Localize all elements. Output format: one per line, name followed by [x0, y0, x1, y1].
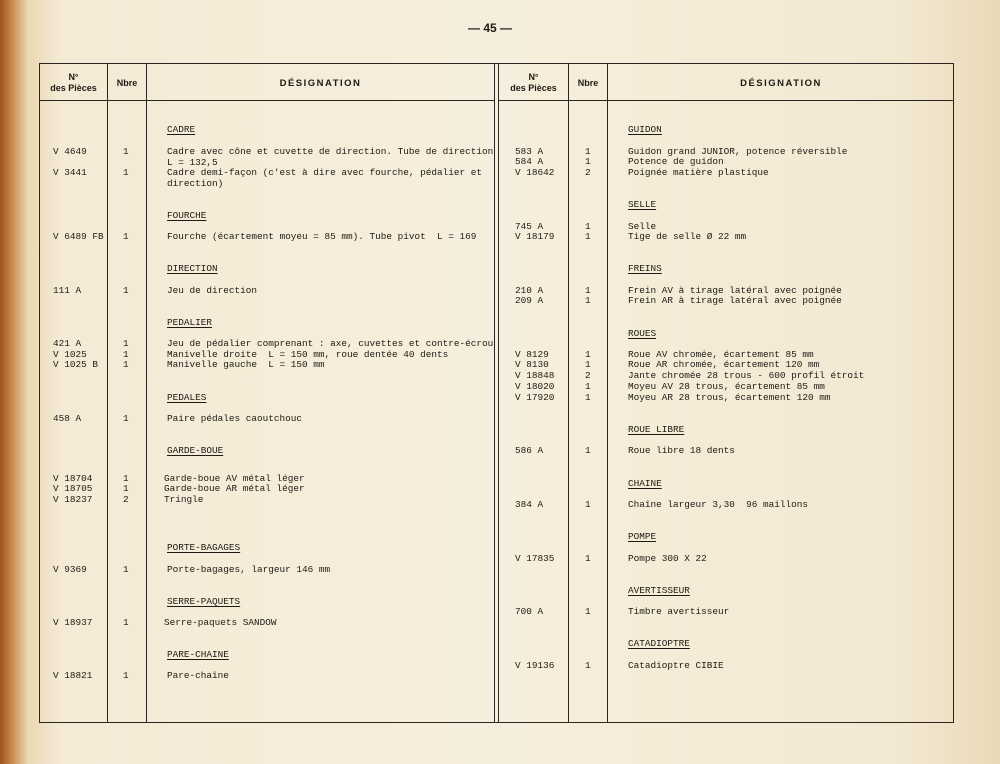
header-designation-right: DÉSIGNATION — [740, 78, 822, 89]
part-quantity: 1 — [123, 146, 129, 157]
section-title: GARDE-BOUE — [167, 445, 224, 456]
section-title: PORTE-BAGAGES — [167, 542, 241, 553]
part-quantity: 1 — [123, 231, 129, 242]
part-number: V 3441 — [53, 167, 87, 178]
part-quantity: 1 — [585, 146, 591, 157]
section-title: POMPE — [628, 531, 657, 542]
section-title: CHAINE — [628, 478, 662, 489]
part-number: 700 A — [515, 606, 544, 617]
column-divider — [146, 63, 147, 723]
header-rule-right — [498, 100, 954, 101]
part-number: V 9369 — [53, 564, 87, 575]
part-quantity: 1 — [585, 660, 591, 671]
part-designation: Fourche (écartement moyeu = 85 mm). Tube pivot L = 169 — [167, 231, 477, 242]
header-piece-number-left: N° des Pièces — [50, 72, 97, 93]
part-designation: Roue libre 18 dents — [628, 445, 735, 456]
part-quantity: 1 — [123, 338, 129, 349]
column-divider — [107, 63, 108, 723]
part-designation: Porte-bagages, largeur 146 mm — [167, 564, 331, 575]
part-number: V 1025 — [53, 349, 87, 360]
part-number: 745 A — [515, 221, 544, 232]
part-designation: Cadre demi-façon (c'est à dire avec fourche, pédalier et direction) — [167, 167, 483, 189]
part-quantity: 1 — [123, 413, 129, 424]
part-number: V 6489 FB — [53, 231, 104, 242]
part-number: V 18179 — [515, 231, 555, 242]
part-designation: Moyeu AV 28 trous, écartement 85 mm — [628, 381, 825, 392]
part-designation: Garde-boue AV métal léger — [164, 473, 305, 484]
part-quantity: 1 — [123, 473, 129, 484]
part-quantity: 1 — [585, 445, 591, 456]
part-number: V 4649 — [53, 146, 87, 157]
part-quantity: 1 — [123, 349, 129, 360]
part-number: 421 A — [53, 338, 82, 349]
part-designation: Timbre avertisseur — [628, 606, 730, 617]
part-designation: Frein AV à tirage latéral avec poignée — [628, 285, 842, 296]
part-designation: Manivelle gauche L = 150 mm — [167, 359, 325, 370]
part-number: V 18937 — [53, 617, 93, 628]
part-designation: Jante chromée 28 trous - 600 profil étroit — [628, 370, 865, 381]
column-divider — [568, 63, 569, 723]
part-number: V 1025 B — [53, 359, 99, 370]
part-quantity: 1 — [585, 381, 591, 392]
part-quantity: 1 — [585, 499, 591, 510]
part-quantity: 1 — [585, 285, 591, 296]
part-designation: Tringle — [164, 494, 204, 505]
part-designation: Frein AR à tirage latéral avec poignée — [628, 295, 842, 306]
part-quantity: 1 — [123, 359, 129, 370]
section-title: DIRECTION — [167, 263, 218, 274]
part-number: 111 A — [53, 285, 82, 296]
section-title: PEDALIER — [167, 317, 213, 328]
column-divider — [607, 63, 608, 723]
section-title: GUIDON — [628, 124, 662, 135]
section-title: ROUE LIBRE — [628, 424, 685, 435]
center-divider — [498, 63, 499, 723]
section-title: CADRE — [167, 124, 196, 135]
page-number: — 45 — — [467, 21, 512, 35]
part-quantity: 2 — [123, 494, 129, 505]
part-quantity: 1 — [123, 167, 129, 178]
part-quantity: 1 — [585, 295, 591, 306]
part-number: 584 A — [515, 156, 544, 167]
part-number: V 17920 — [515, 392, 555, 403]
part-designation: Potence de guidon — [628, 156, 724, 167]
header-qty-left: Nbre — [116, 78, 138, 88]
part-quantity: 1 — [123, 285, 129, 296]
part-number: V 18848 — [515, 370, 555, 381]
part-number: V 19136 — [515, 660, 555, 671]
part-number: 458 A — [53, 413, 82, 424]
part-quantity: 1 — [585, 553, 591, 564]
part-designation: Pompe 300 X 22 — [628, 553, 707, 564]
part-number: V 18237 — [53, 494, 93, 505]
part-number: V 17835 — [515, 553, 555, 564]
header-designation-left: DÉSIGNATION — [279, 78, 362, 89]
part-designation: Catadioptre CIBIE — [628, 660, 724, 671]
section-title: SELLE — [628, 199, 657, 210]
section-title: CATADIOPTRE — [628, 638, 690, 649]
section-title: SERRE-PAQUETS — [167, 596, 241, 607]
part-number: 209 A — [515, 295, 544, 306]
part-quantity: 1 — [123, 564, 129, 575]
part-quantity: 1 — [123, 617, 129, 628]
part-number: V 18704 — [53, 473, 93, 484]
part-designation: Chaîne largeur 3,30 96 maillons — [628, 499, 809, 510]
header-rule-left — [39, 100, 494, 101]
part-quantity: 1 — [123, 483, 129, 494]
section-title: FOURCHE — [167, 210, 207, 221]
header-piece-number-right: N° des Pièces — [510, 72, 557, 93]
part-designation: Paire pédales caoutchouc — [167, 413, 303, 424]
part-quantity: 1 — [585, 349, 591, 360]
part-number: 586 A — [515, 445, 544, 456]
part-designation: Poignée matière plastique — [628, 167, 769, 178]
part-number: V 8130 — [515, 359, 549, 370]
header-qty-right: Nbre — [577, 78, 599, 88]
part-designation: Serre-paquets SANDOW — [164, 617, 277, 628]
section-title: PEDALES — [167, 392, 207, 403]
center-divider — [494, 63, 495, 723]
section-title: PARE-CHAINE — [167, 649, 229, 660]
part-quantity: 1 — [585, 392, 591, 403]
part-quantity: 1 — [585, 606, 591, 617]
part-number: V 18020 — [515, 381, 555, 392]
part-designation: Jeu de pédalier comprenant : axe, cuvettes et contre-écrou — [167, 338, 494, 349]
part-designation: Pare-chaîne — [167, 670, 229, 681]
section-title: FREINS — [628, 263, 662, 274]
part-quantity: 2 — [585, 167, 591, 178]
part-number: 384 A — [515, 499, 544, 510]
part-designation: Moyeu AR 28 trous, écartement 120 mm — [628, 392, 831, 403]
part-quantity: 1 — [123, 670, 129, 681]
part-designation: Selle — [628, 221, 657, 232]
part-designation: Cadre avec cône et cuvette de direction. Tube de direction L = 132,5 — [167, 146, 494, 168]
part-designation: Guidon grand JUNIOR, potence réversible — [628, 146, 848, 157]
section-title: AVERTISSEUR — [628, 585, 690, 596]
part-number: 210 A — [515, 285, 544, 296]
part-designation: Tige de selle Ø 22 mm — [628, 231, 747, 242]
part-number: V 18642 — [515, 167, 555, 178]
part-number: V 18821 — [53, 670, 93, 681]
part-designation: Garde-boue AR métal léger — [164, 483, 305, 494]
part-quantity: 1 — [585, 156, 591, 167]
part-number: V 18705 — [53, 483, 93, 494]
part-quantity: 1 — [585, 221, 591, 232]
part-quantity: 1 — [585, 231, 591, 242]
part-designation: Manivelle droite L = 150 mm, roue dentée 40 dents — [167, 349, 449, 360]
part-number: V 8129 — [515, 349, 549, 360]
part-number: 583 A — [515, 146, 544, 157]
part-quantity: 1 — [585, 359, 591, 370]
part-designation: Jeu de direction — [167, 285, 258, 296]
section-title: ROUES — [628, 328, 657, 339]
part-designation: Roue AV chromée, écartement 85 mm — [628, 349, 814, 360]
part-quantity: 2 — [585, 370, 591, 381]
part-designation: Roue AR chromée, écartement 120 mm — [628, 359, 820, 370]
